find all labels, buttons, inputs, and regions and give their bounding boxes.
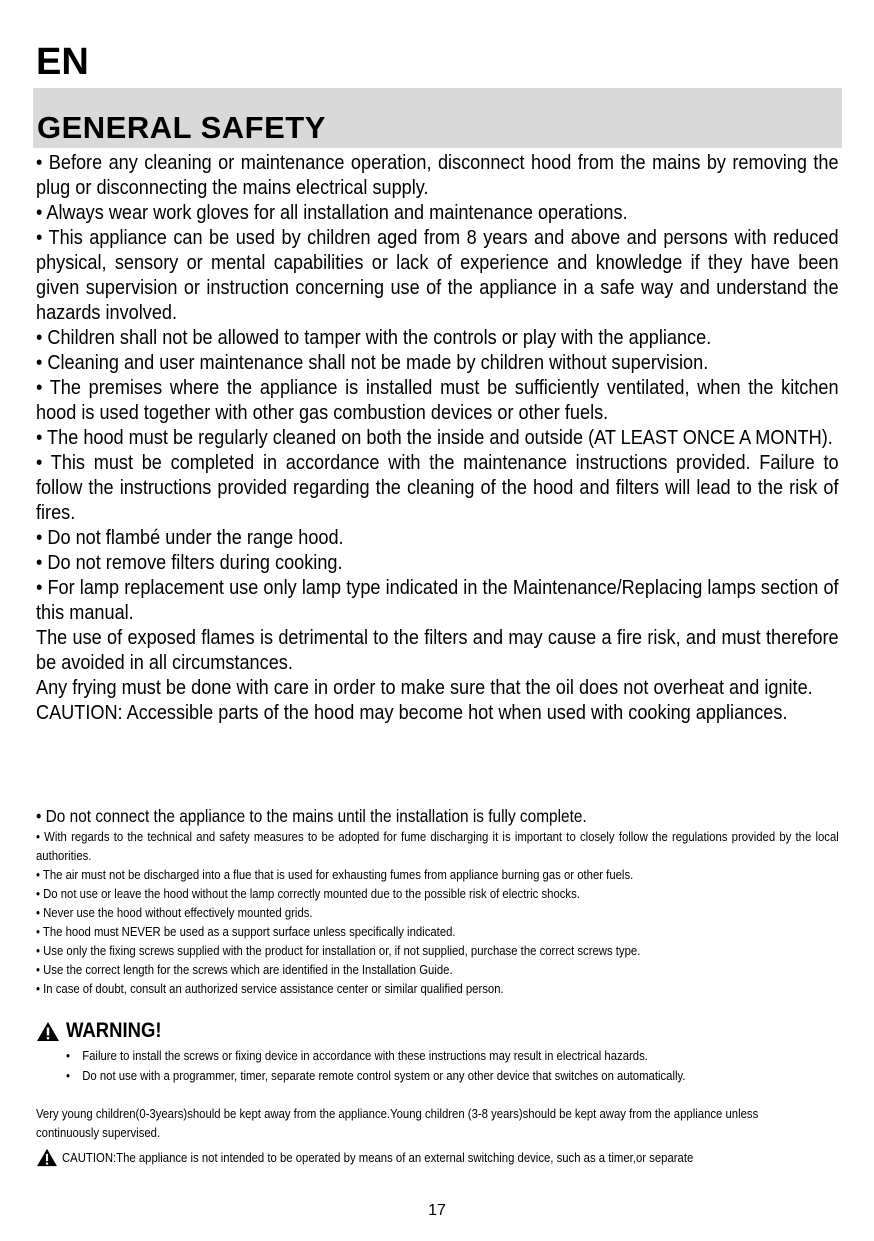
warning-item-text: Do not use with a programmer, timer, separate remote control system or any other device that switches on automatically. (82, 1068, 686, 1083)
section-title: GENERAL SAFETY (37, 110, 326, 145)
safety-item: The use of exposed flames is detrimental to the filters and may cause a fire risk, and must therefore be avoided in all circumstances. (36, 626, 839, 674)
safety-item: • Children shall not be allowed to tamper with the controls or play with the appliance. (36, 326, 712, 349)
language-code: EN (36, 41, 89, 83)
caution-line (36, 1148, 763, 1167)
small-safety-item: • Never use the hood without effectively mounted grids. (36, 906, 313, 920)
connect-note-text: • Do not connect the appliance to the mains until the installation is fully complete. (36, 806, 587, 826)
safety-item: Any frying must be done with care in order to make sure that the oil does not overheat and ignite. (36, 676, 813, 699)
warning-heading (36, 1018, 175, 1044)
small-safety-item: • Use the correct length for the screws which are identified in the Installation Guide. (36, 963, 453, 977)
main-safety-text (36, 150, 839, 725)
section-header-bar (33, 88, 842, 148)
small-safety-item: • Use only the fixing screws supplied with the product for installation or, if not supplied, purchase the correct screws type. (36, 944, 641, 958)
small-safety-item: • With regards to the technical and safety measures to be adopted for fume discharging it is important to closely follow the regulations provided by the local authorities. (36, 830, 839, 863)
safety-item: CAUTION: Accessible parts of the hood may become hot when used with cooking appliances. (36, 701, 788, 724)
safety-item: • The premises where the appliance is installed must be sufficiently ventilated, when the kitchen hood is used together with other gas combustion devices or other fuels. (36, 376, 839, 424)
safety-item: • Cleaning and user maintenance shall not be made by children without supervision. (36, 351, 709, 374)
warning-title: WARNING! (66, 1019, 162, 1042)
children-note-text: Very young children(0-3years)should be kept away from the appliance.Young children (3-8 years)should be kept away from the appliance unless continuously supervised. (36, 1107, 759, 1140)
large-safety-list (36, 150, 839, 725)
bullet: • (66, 1068, 70, 1083)
small-safety-item: • The hood must NEVER be used as a support surface unless specifically indicated. (36, 925, 456, 939)
small-safety-list (36, 828, 839, 999)
connect-note (36, 804, 743, 828)
warning-item-text: Failure to install the screws or fixing device in accordance with these instructions may result in electrical hazards. (82, 1049, 648, 1063)
safety-item: • The hood must be regularly cleaned on both the inside and outside (AT LEAST ONCE A MONTH). (36, 426, 833, 449)
small-safety-item: • The air must not be discharged into a flue that is used for exhausting fumes from appliance burning gas or other fuels. (36, 868, 634, 882)
safety-item: • This must be completed in accordance with the maintenance instructions provided. Failure to follow the instructions provided regarding the cleaning of the hood and filters will lead to the risk of fires. (36, 451, 839, 524)
safety-item: • For lamp replacement use only lamp type indicated in the Maintenance/Replacing lamps section of this manual. (36, 576, 839, 624)
caution-text: CAUTION:The appliance is not intended to be operated by means of an external switching device, such as a timer,or separate (62, 1150, 694, 1165)
safety-item: • Do not flambé under the range hood. (36, 526, 344, 549)
warning-triangle-icon (36, 1021, 60, 1042)
safety-item: • Always wear work gloves for all installation and maintenance operations. (36, 201, 628, 224)
page-number: 17 (428, 1202, 446, 1219)
warning-triangle-icon (36, 1148, 58, 1167)
warning-item (66, 1047, 686, 1067)
safety-item: • Do not remove filters during cooking. (36, 551, 343, 574)
warning-item (66, 1067, 686, 1087)
safety-item: • This appliance can be used by children aged from 8 years and above and persons with reduced physical, sensory or mental capabilities or lack of experience and knowledge if they have been given supervision or instruction concerning use of the appliance in a safe way and understand the hazards involved. (36, 226, 839, 324)
small-safety-item: • In case of doubt, consult an authorized service assistance center or similar qualified person. (36, 982, 504, 996)
safety-item: • Before any cleaning or maintenance operation, disconnect hood from the mains by removing the plug or disconnecting the mains electrical supply. (36, 151, 839, 199)
children-note (36, 1105, 810, 1143)
bullet: • (66, 1049, 70, 1063)
small-safety-item: • Do not use or leave the hood without the lamp correctly mounted due to the possible risk of electric shocks. (36, 887, 580, 901)
warning-list (66, 1047, 686, 1086)
